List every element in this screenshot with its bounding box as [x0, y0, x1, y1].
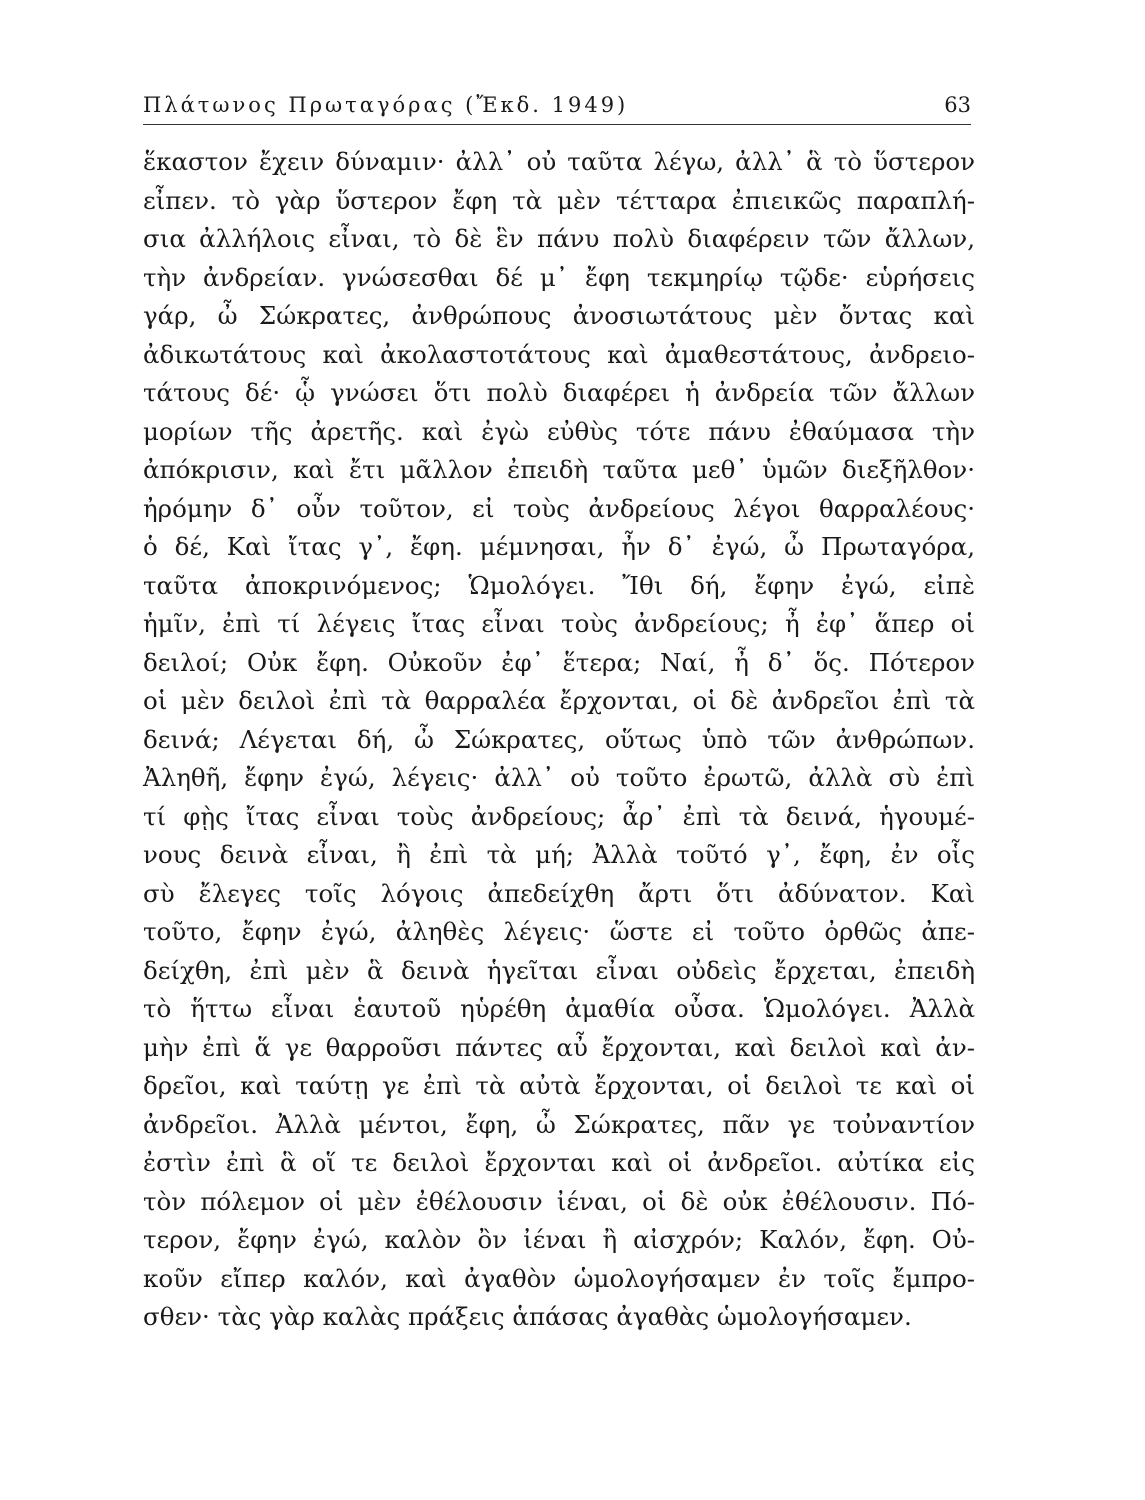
text-line: ἡμῖν, ἐπὶ τί λέγεις ἴτας εἶναι τοὺς ἀνδρείους; ἦ ἐφ᾽ ἅπερ οἱ — [143, 609, 975, 638]
text-line: δείχθη, ἐπὶ μὲν ἃ δεινὰ ἡγεῖται εἶναι οὐδεὶς ἔρχεται, ἐπειδὴ — [143, 955, 975, 985]
text-line: σια ἀλλήλοις εἶναι, τὸ δὲ ἓν πάνυ πολὺ διαφέρειν τῶν ἄλλων, — [143, 224, 975, 253]
text-line: τὸν πόλεμον οἱ μὲν ἐθέλουσιν ἰέναι, οἱ δὲ οὐκ ἐθέλουσιν. Πό- — [143, 1186, 975, 1216]
text-line: σὺ ἔλεγες τοῖς λόγοις ἀπεδείχθη ἄρτι ὅτι ἀδύνατον. Καὶ — [143, 878, 975, 908]
header-rule — [143, 124, 971, 125]
text-line: ταῦτα ἀποκρινόμενος; Ὡμολόγει. Ἴθι δή, ἔφην ἐγώ, εἰπὲ — [143, 570, 975, 600]
text-line: ἀπόκρισιν, καὶ ἔτι μᾶλλον ἐπειδὴ ταῦτα μεθ᾽ ὑμῶν διεξῆλθον· — [143, 455, 975, 484]
running-head — [143, 90, 971, 120]
text-line: Ἀληθῆ, ἔφην ἐγώ, λέγεις· ἀλλ᾽ οὐ τοῦτο ἐρωτῶ, ἀλλὰ σὺ ἐπὶ — [143, 763, 975, 792]
text-line: τάτους δέ· ᾧ γνώσει ὅτι πολὺ διαφέρει ἡ ἀνδρεία τῶν ἄλλων — [143, 378, 975, 407]
text-line: τὴν ἀνδρείαν. γνώσεσθαι δέ μ᾽ ἔφη τεκμηρίῳ τῷδε· εὑρήσεις — [143, 262, 975, 292]
body-text — [143, 143, 975, 1337]
text-line: δρεῖοι, καὶ ταύτῃ γε ἐπὶ τὰ αὐτὰ ἔρχονται, οἱ δειλοὶ τε καὶ οἱ — [143, 1071, 975, 1100]
text-line: τί φῂς ἴτας εἶναι τοὺς ἀνδρείους; ἆρ᾽ ἐπὶ τὰ δεινά, ἡγουμέ- — [143, 801, 975, 831]
page-number: 63 — [944, 93, 971, 117]
text-line: ἀδικωτάτους καὶ ἀκολαστοτάτους καὶ ἀμαθεστάτους, ἀνδρειο- — [143, 339, 975, 369]
text-line: νους δεινὰ εἶναι, ἢ ἐπὶ τὰ μή; Ἀλλὰ τοῦτό γ᾽, ἔφη, ἐν οἷς — [143, 840, 975, 869]
text-line: μὴν ἐπὶ ἅ γε θαρροῦσι πάντες αὖ ἔρχονται, καὶ δειλοὶ καὶ ἀν- — [143, 1032, 975, 1062]
text-line: τοῦτο, ἔφην ἐγώ, ἀληθὲς λέγεις· ὥστε εἰ τοῦτο ὀρθῶς ἀπε- — [143, 917, 975, 946]
text-line: τερον, ἔφην ἐγώ, καλὸν ὂν ἰέναι ἢ αἰσχρόν; Καλόν, ἔφη. Οὐ- — [143, 1225, 975, 1254]
text-line: γάρ, ὦ Σώκρατες, ἀνθρώπους ἀνοσιωτάτους μὲν ὄντας καὶ — [143, 301, 975, 330]
running-title: Πλάτωνος Πρωταγόρας (Ἔκδ. 1949) — [143, 93, 629, 117]
text-line: ἀνδρεῖοι. Ἀλλὰ μέντοι, ἔφη, ὦ Σώκρατες, πᾶν γε τοὐναντίον — [143, 1109, 975, 1139]
text-line: οἱ μὲν δειλοὶ ἐπὶ τὰ θαρραλέα ἔρχονται, οἱ δὲ ἀνδρεῖοι ἐπὶ τὰ — [143, 686, 975, 715]
text-line: ἕκαστον ἔχειν δύναμιν· ἀλλ᾽ οὐ ταῦτα λέγω, ἀλλ᾽ ἃ τὸ ὕστερον — [143, 147, 975, 176]
text-line: ἠρόμην δ᾽ οὖν τοῦτον, εἰ τοὺς ἀνδρείους λέγοι θαρραλέους· — [143, 493, 975, 523]
text-line: ἐστὶν ἐπὶ ἃ οἵ τε δειλοὶ ἔρχονται καὶ οἱ ἀνδρεῖοι. αὐτίκα εἰς — [143, 1148, 975, 1177]
text-line: δεινά; Λέγεται δή, ὦ Σώκρατες, οὕτως ὑπὸ τῶν ἀνθρώπων. — [143, 724, 975, 754]
text-line: δειλοί; Οὐκ ἔφη. Οὐκοῦν ἐφ᾽ ἕτερα; Ναί, ἦ δ᾽ ὅς. Πότερον — [143, 647, 975, 677]
text-line: σθεν· τὰς γὰρ καλὰς πράξεις ἁπάσας ἀγαθὰς ὡμολογήσαμεν. — [143, 1302, 912, 1331]
text-line: κοῦν εἴπερ καλόν, καὶ ἀγαθὸν ὡμολογήσαμεν ἐν τοῖς ἔμπρο- — [143, 1263, 975, 1293]
text-line: ὁ δέ, Καὶ ἴτας γ᾽, ἔφη. μέμνησαι, ἦν δ᾽ ἐγώ, ὦ Πρωταγόρα, — [143, 532, 975, 561]
text-line: τὸ ἥττω εἶναι ἑαυτοῦ ηὑρέθη ἀμαθία οὖσα. Ὡμολόγει. Ἀλλὰ — [143, 994, 975, 1023]
text-line: εἶπεν. τὸ γὰρ ὕστερον ἔφη τὰ μὲν τέτταρα ἐπιεικῶς παραπλή- — [143, 185, 975, 215]
text-line: μορίων τῆς ἀρετῆς. καὶ ἐγὼ εὐθὺς τότε πάνυ ἐθαύμασα τὴν — [143, 416, 975, 446]
